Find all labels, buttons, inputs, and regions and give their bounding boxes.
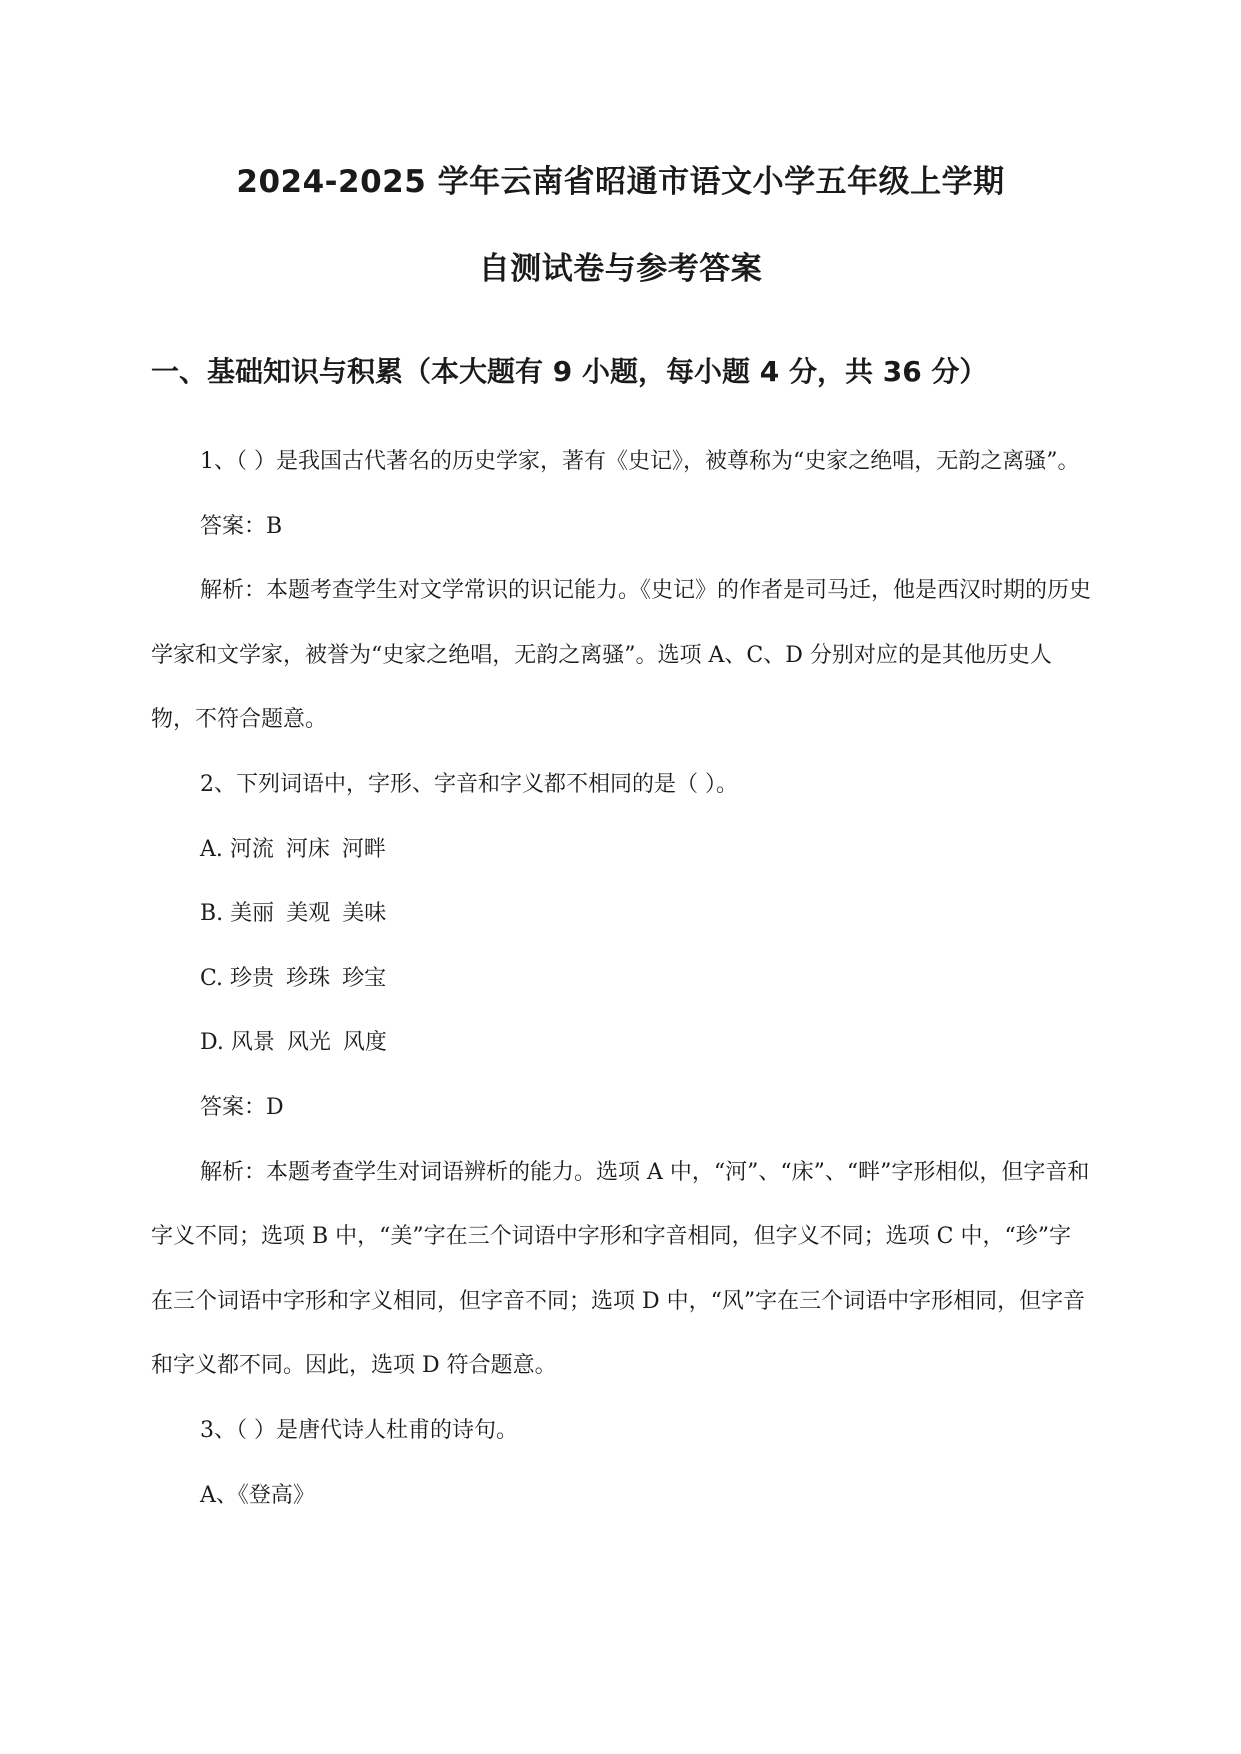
option-word: 风度 (342, 1030, 387, 1056)
option-word: 河流 (229, 836, 274, 862)
option-word: 美丽 (230, 901, 275, 927)
q2-answer: 答案：D (200, 1094, 284, 1120)
document-title-line2: 自测试卷与参考答案 (478, 251, 763, 287)
q3-option-a: A、《登高》 (200, 1482, 315, 1508)
option-label: D. (200, 1030, 224, 1056)
questions-content (151, 430, 1091, 1528)
q2-option-b (151, 882, 1091, 947)
option-word: 河畔 (341, 836, 386, 862)
option-word: 珍贵 (230, 965, 275, 991)
option-label: B. (200, 901, 224, 927)
option-word: 珍宝 (342, 965, 387, 991)
option-word: 风光 (286, 1030, 331, 1056)
option-word: 风景 (230, 1030, 275, 1056)
option-label: C. (200, 965, 224, 991)
q2-stem: 2、下列词语中，字形、字音和字义都不相同的是（ ）。 (200, 771, 738, 797)
q2-analysis: 解析：本题考查学生对词语辨析的能力。选项 A 中，“河”、“床”、“畔”字形相似，但字音和字义不同；选项 B 中，“美”字在三个词语中字形和字音相同，但字义不同；选项 C 中，“珍”字在三个词语中字形和字义相同，但字音不同；选项 D 中，“风”字在三个词语中字形相同，但字音和字义都不同。因此，选项 D 符合题意。 (151, 1159, 1090, 1379)
option-word: 美味 (342, 901, 387, 927)
q2-option-a (151, 818, 1091, 883)
q2-option-d (151, 1011, 1091, 1076)
option-word: 美观 (286, 901, 331, 927)
q1-analysis: 解析：本题考查学生对文学常识的识记能力。《史记》的作者是司马迁，他是西汉时期的历史学家和文学家，被誉为“史家之绝唱，无韵之离骚”。选项 A、C、D 分别对应的是其他历史人物，不符合题意。 (151, 578, 1092, 733)
q2-option-c (151, 947, 1091, 1012)
section-heading: 一、基础知识与积累（本大题有 9 小题，每小题 4 分，共 36 分） (151, 355, 988, 388)
option-word: 珍珠 (286, 965, 331, 991)
document-title-line1: 2024-2025 学年云南省昭通市语文小学五年级上学期 (236, 164, 1005, 200)
q1-stem: 1、（ ）是我国古代著名的历史学家，著有《史记》，被尊称为“史家之绝唱，无韵之离骚”。 (200, 449, 1080, 474)
option-label: A. (200, 836, 223, 862)
option-word: 河床 (285, 836, 330, 862)
q3-stem: 3、（ ）是唐代诗人杜甫的诗句。 (200, 1417, 518, 1443)
q1-answer: 答案：B (200, 513, 283, 539)
